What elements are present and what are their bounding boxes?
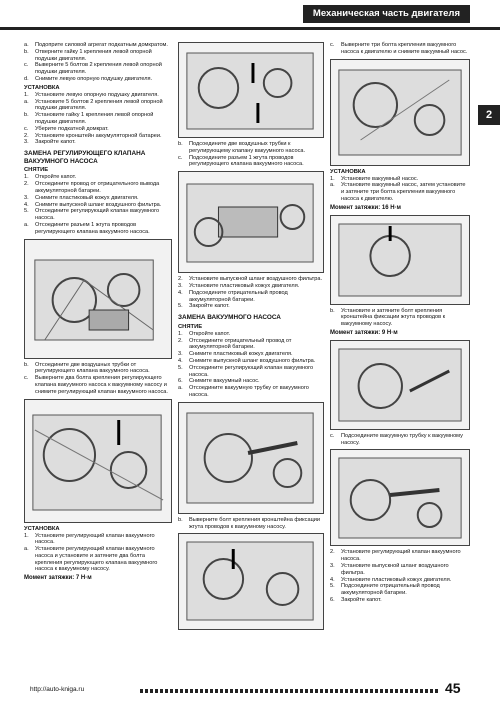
list — [178, 276, 324, 310]
column-2 — [178, 42, 324, 633]
list-item — [24, 76, 172, 83]
item-marker: a. — [24, 42, 29, 48]
list-item — [178, 303, 324, 310]
list-item — [178, 331, 324, 338]
item-text: Закройте капот. — [35, 139, 76, 146]
item-marker: 2. — [24, 132, 29, 139]
page-header — [0, 0, 500, 30]
item-marker: 4. — [178, 289, 183, 296]
list-item — [178, 358, 324, 365]
heading-install: УСТАНОВКА — [24, 84, 60, 91]
list-item — [178, 338, 324, 352]
item-text: Снимите левую опорную подушку двигателя. — [35, 75, 153, 82]
list-item — [178, 290, 324, 304]
item-marker: c. — [330, 432, 335, 439]
item-marker: c. — [24, 375, 29, 382]
list-item — [330, 583, 470, 597]
engine-photo — [330, 340, 470, 430]
item-text: Установите выпускной шланг воздушного фильтра. — [341, 562, 449, 576]
item-text: Откройте капот. — [189, 330, 231, 337]
engine-photo — [24, 239, 172, 359]
item-marker: a. — [178, 385, 183, 392]
item-marker: 2. — [178, 337, 183, 344]
list-item — [178, 283, 324, 290]
item-text: Отсоедините регулирующий клапан вакуумного насоса. — [189, 364, 314, 378]
item-text: Установите 5 болтов 2 крепления левой опорной подушки двигателя. — [35, 98, 163, 112]
torque-spec: Момент затяжки: 16 Н·м — [330, 204, 401, 211]
heading-pump-replacement: ЗАМЕНА ВАКУУМНОГО НАСОСА — [178, 314, 281, 322]
engine-photo — [330, 449, 470, 546]
item-marker: 3. — [24, 194, 29, 201]
item-marker: 1. — [24, 532, 29, 539]
item-marker: 5. — [178, 303, 183, 310]
list-item — [24, 181, 172, 195]
item-text: Выверните два болта крепления регулирующего клапана вакуумного насоса к вакуумному насосу и снимите регулирующий клапан вакуумного насоса. — [35, 375, 168, 395]
list-item — [24, 62, 172, 76]
item-text: Отсоедините провод от отрицательного вывода аккумуляторной батареи. — [35, 181, 160, 194]
engine-photo — [178, 42, 324, 138]
item-marker: 4. — [178, 357, 183, 364]
item-text: Установите и затяните болт крепления кронштейна фиксации жгута проводов к вакуумному насосу. — [341, 307, 446, 328]
column-1 — [24, 42, 172, 582]
item-marker: 1. — [178, 330, 183, 337]
list-item — [24, 42, 172, 49]
item-text: Подоприте силовой агрегат подкатным домкратом. — [35, 42, 168, 48]
list-item — [24, 99, 172, 113]
list-item — [178, 141, 324, 155]
list — [330, 308, 470, 328]
item-marker: a. — [330, 182, 335, 189]
heading-valve-replacement: ЗАМЕНА РЕГУЛИРУЮЩЕГО КЛАПАНА ВАКУУМНОГО НАСОСА — [24, 150, 146, 165]
item-text: Подсоедините вакуумную трубку к вакуумному насосу. — [341, 432, 463, 446]
list-item — [24, 533, 172, 547]
item-marker: 3. — [178, 351, 183, 358]
list-item — [24, 195, 172, 202]
item-marker: a. — [24, 221, 29, 228]
list-item — [24, 139, 172, 146]
item-text: Снимите выпускной шланг воздушного фильтра. — [189, 357, 316, 364]
item-marker: 6. — [330, 596, 335, 603]
torque-spec: Момент затяжки: 9 Н·м — [330, 329, 398, 336]
item-text: Закройте капот. — [189, 303, 230, 310]
item-marker: c. — [24, 62, 29, 69]
item-text: Откройте капот. — [35, 174, 77, 181]
item-marker: b. — [24, 112, 29, 119]
list-item — [24, 362, 172, 376]
list-item — [24, 92, 172, 99]
item-marker: 3. — [24, 139, 29, 146]
engine-photo — [330, 59, 470, 166]
engine-illustration — [179, 403, 323, 513]
item-marker: b. — [178, 141, 183, 147]
item-marker: 1. — [24, 174, 29, 181]
list-item — [178, 517, 324, 531]
item-marker: 6. — [178, 378, 183, 385]
heading-remove: СНЯТИЕ — [178, 323, 203, 330]
item-text: Снимите вакуумный насос. — [189, 378, 260, 385]
list-item — [330, 433, 470, 447]
item-marker: c. — [330, 42, 335, 48]
list-item — [178, 276, 324, 283]
list — [178, 331, 324, 399]
list-item — [330, 182, 470, 202]
item-marker: c. — [24, 125, 29, 132]
list-item — [24, 375, 172, 395]
engine-photo — [330, 215, 470, 305]
item-text: Отсоедините регулирующий клапан вакуумного насоса. — [35, 208, 160, 222]
item-text: Установите регулирующий клапан вакуумного насоса. — [341, 549, 461, 563]
footer-rule — [140, 689, 440, 693]
engine-illustration — [25, 400, 171, 522]
item-marker: b. — [330, 307, 335, 314]
item-text: Отсоедините отрицательный провод от аккумуляторной батареи. — [189, 337, 292, 351]
list-item — [178, 351, 324, 358]
engine-photo — [24, 399, 172, 523]
item-marker: 2. — [24, 181, 29, 188]
item-text: Установите кронштейн аккумуляторной батареи. — [35, 132, 162, 139]
list — [330, 176, 470, 203]
list-item — [24, 112, 172, 126]
item-marker: c. — [178, 154, 183, 161]
list-item — [330, 597, 470, 604]
list-item — [330, 42, 470, 56]
heading-remove: СНЯТИЕ — [24, 167, 49, 174]
item-text: Снимите пластиковый кожух двигателя. — [189, 351, 293, 358]
list-item — [24, 49, 172, 63]
item-text: Подсоедините отрицательный провод аккумуляторной батареи. — [189, 289, 288, 303]
list-item — [330, 549, 470, 563]
engine-illustration — [331, 341, 469, 429]
column-3 — [330, 42, 470, 604]
item-marker: 5. — [178, 364, 183, 371]
item-text: Подсоедините разъем 1 жгута проводов регулирующего клапана вакуумного насоса. — [189, 154, 304, 168]
item-marker: 4. — [24, 201, 29, 208]
torque-spec: Момент затяжки: 7 Н·м — [24, 575, 92, 582]
item-marker: 5. — [330, 583, 335, 590]
engine-illustration — [331, 450, 469, 545]
item-text: Установите регулирующий клапан вакуумного насоса. — [35, 532, 155, 546]
item-text: Выверните три болта крепления вакуумного насоса к двигателю и снимите вакуумный насос. — [341, 42, 468, 55]
list-item — [24, 546, 172, 573]
item-text: Отсоедините вакуумную трубку от вакуумного насоса. — [189, 385, 309, 398]
list — [178, 141, 324, 168]
list — [178, 517, 324, 531]
item-text: Снимите выпускной шланг воздушного фильтра. — [35, 201, 162, 208]
list-item — [178, 378, 324, 385]
engine-illustration — [179, 172, 323, 272]
engine-photo — [178, 533, 324, 630]
item-text: Снимите пластиковый кожух двигателя. — [35, 194, 139, 201]
section-title: Механическая часть двигателя — [303, 5, 470, 23]
item-marker: b. — [24, 48, 29, 55]
item-marker: 2. — [330, 549, 335, 556]
list-item — [24, 126, 172, 133]
footer-url[interactable]: http://auto-kniga.ru — [30, 686, 85, 693]
item-marker: a. — [24, 546, 29, 553]
item-marker: 1. — [24, 91, 29, 98]
engine-illustration — [179, 43, 323, 137]
list-item — [24, 222, 172, 236]
engine-photo — [178, 171, 324, 273]
item-marker: 5. — [24, 208, 29, 215]
item-text: Установите гайку 1 крепления левой опорной подушки двигателя. — [35, 112, 154, 125]
engine-illustration — [25, 240, 171, 358]
item-text: Установите пластиковый кожух двигателя. — [341, 576, 452, 583]
item-text: Закройте капот. — [341, 596, 382, 603]
item-text: Установите регулирующий клапан вакуумного насоса и установите и затяните два болта крепления регулирующего клапана вакуумного насоса к вакуумному насосу. — [35, 546, 158, 573]
item-marker: b. — [178, 516, 183, 523]
page-number: 45 — [445, 680, 461, 696]
chapter-tab: 2 — [478, 105, 500, 125]
list-item — [330, 563, 470, 577]
list — [24, 92, 172, 146]
item-text: Установите выпускной шланг воздушного фильтра. — [189, 276, 323, 283]
item-text: Выверните болт крепления кронштейна фиксации жгута проводов к вакуумному насосу. — [189, 516, 321, 530]
engine-illustration — [331, 60, 469, 165]
list — [24, 174, 172, 235]
list — [24, 42, 172, 83]
item-marker: b. — [24, 361, 29, 368]
item-text: Выверните 5 болтов 2 крепления левой опорной подушки двигателя. — [35, 62, 162, 76]
item-text: Подсоедините отрицательный провод аккумуляторной батареи. — [341, 583, 440, 597]
engine-illustration — [331, 216, 469, 304]
list-item — [330, 308, 470, 328]
list — [330, 549, 470, 603]
list-item — [24, 174, 172, 181]
heading-install: УСТАНОВКА — [330, 168, 366, 175]
item-text: Подсоедините две воздушных трубки к регулирующему клапану вакуумного насоса. — [189, 141, 306, 154]
item-text: Установите левую опорную подушку двигателя. — [35, 91, 159, 98]
heading-install: УСТАНОВКА — [24, 525, 60, 532]
list — [330, 42, 470, 56]
item-marker: 2. — [178, 276, 183, 283]
item-text: Отсоедините разъем 1 жгута проводов регулирующего клапана вакуумного насоса. — [35, 221, 150, 235]
item-text: Уберите подкатной домкрат. — [35, 125, 109, 132]
item-text: Установите пластиковый кожух двигателя. — [189, 282, 300, 289]
list-item — [178, 385, 324, 399]
engine-photo — [178, 402, 324, 514]
list-item — [24, 208, 172, 222]
item-marker: a. — [24, 98, 29, 105]
item-marker: 3. — [330, 562, 335, 569]
item-marker: 3. — [178, 282, 183, 289]
header-rule — [0, 27, 500, 30]
list — [330, 433, 470, 447]
item-marker: d. — [24, 75, 29, 82]
item-text: Установите вакуумный насос. — [341, 175, 419, 182]
item-marker: 1. — [330, 175, 335, 182]
list — [24, 362, 172, 396]
engine-illustration — [179, 534, 323, 629]
item-marker: 4. — [330, 576, 335, 583]
item-text: Установите вакуумный насос, затем установите и затяните три болта крепления вакуумного насоса к двигателю. — [341, 182, 466, 202]
item-text: Отсоедините две воздушных трубки от регулирующего клапана вакуумного насоса. — [35, 361, 150, 375]
list — [24, 533, 172, 574]
list-item — [178, 365, 324, 379]
item-text: Отверните гайку 1 крепления левой опорной подушки двигателя. — [35, 48, 152, 62]
list-item — [178, 155, 324, 169]
